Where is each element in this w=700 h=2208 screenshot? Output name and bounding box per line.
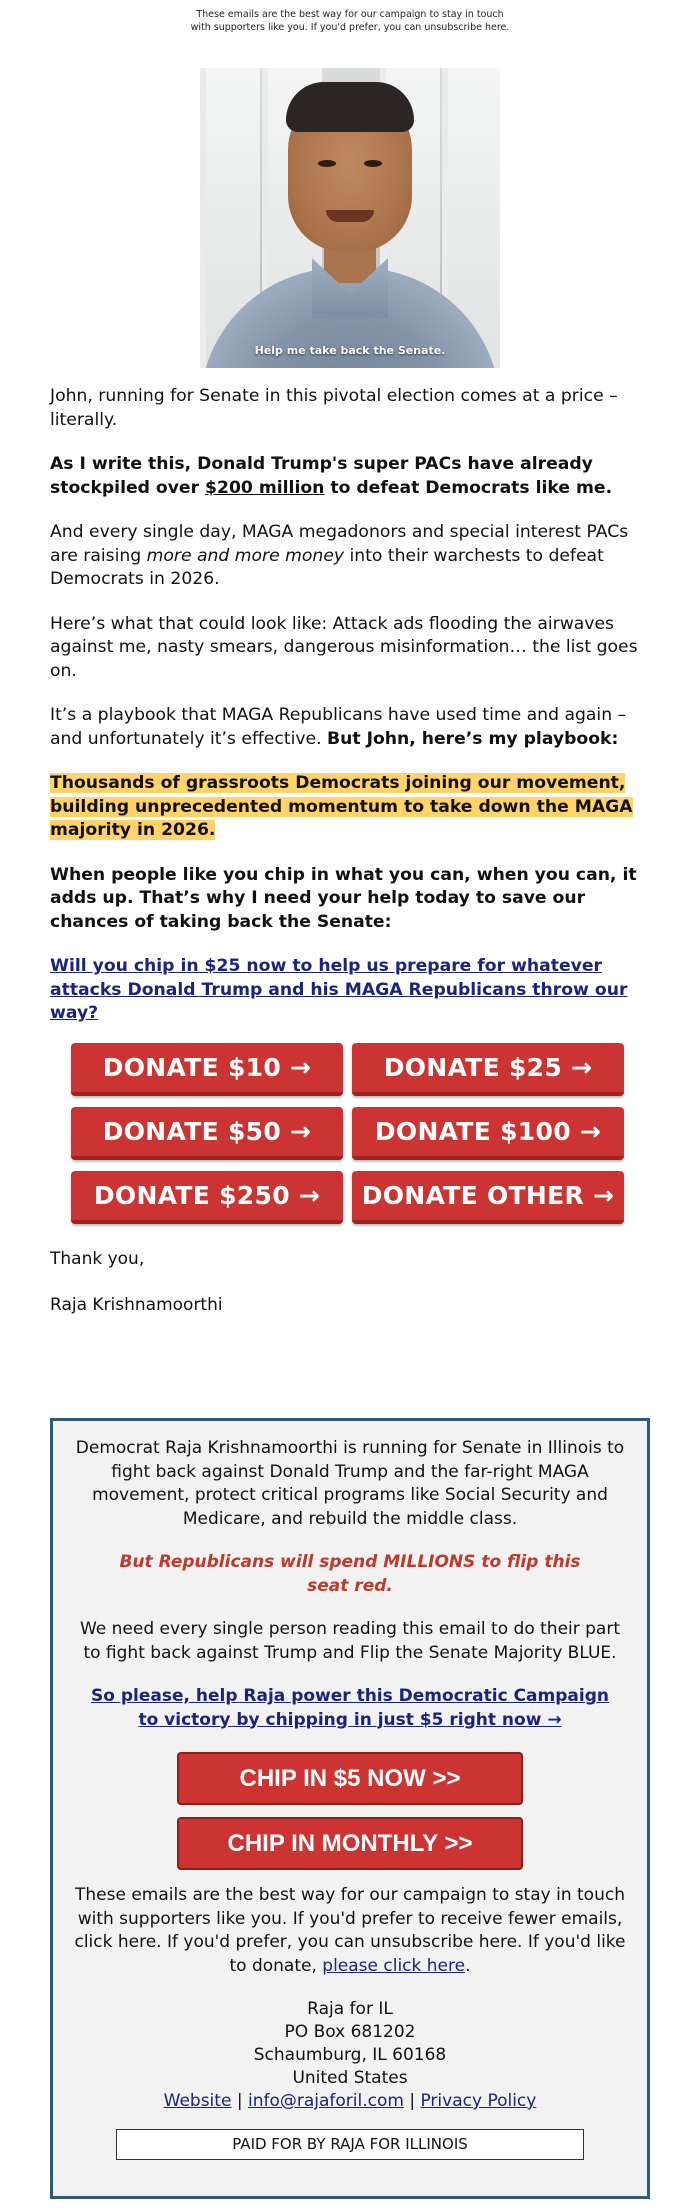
paragraph-chip-in: When people like you chip in what you can, when you can, it adds up. That’s why I need your help today to save our chances of taking back the Senate: (50, 864, 637, 932)
chip-in-5-button[interactable]: CHIP IN $5 NOW >> (177, 1752, 523, 1805)
paragraph-attack-ads: Here’s what that could look like: Attack ads flooding the airwaves against me, nasty smears, dangerous misinformation… the list goes on. (50, 613, 638, 681)
donate-other-button[interactable]: DONATE OTHER → (352, 1171, 624, 1224)
paid-for-disclaimer: PAID FOR BY RAJA FOR ILLINOIS (116, 2129, 584, 2160)
paragraph-highlight (50, 772, 650, 843)
text-span: And every single day, MAGA megadonors and special interest PACs are raising (50, 522, 629, 566)
signoff-name: Raja Krishnamoorthi (50, 1295, 223, 1315)
highlighted-text: Thousands of grassroots Democrats joining our movement, building unprecedented momentum to take down the MAGA majority in 2026. (50, 773, 633, 840)
bold-text: But John, here’s my playbook: (327, 728, 619, 749)
paragraph-megadonors (50, 521, 650, 592)
candidate-eye (364, 160, 382, 167)
footer-intro: Democrat Raja Krishnamoorthi is running for Senate in Illinois to fight back against Donald Trump and the far-right MAGA movement, protect critical programs like Social Security and Medicare, and rebuild the middle class. (75, 1438, 625, 1529)
text-span: As I write this, Donald Trump's super PACs have already stockpiled over (50, 454, 593, 498)
paragraph-donate-link (50, 955, 650, 1026)
preheader-text: These emails are the best way for our campaign to stay in touch with supporters like you. If you'd prefer, you can unsubscribe here. (190, 9, 510, 33)
paragraph-playbook (50, 704, 650, 751)
candidate-eye (318, 160, 336, 167)
privacy-policy-link[interactable]: Privacy Policy (420, 2091, 537, 2111)
signoff (50, 1248, 223, 1340)
footer-notice (69, 1884, 631, 1978)
paragraph-super-pacs (50, 453, 650, 500)
footer-box (50, 1418, 650, 2199)
candidate-mouth (326, 210, 374, 222)
candidate-hair (286, 82, 414, 132)
amount-text: $200 million (205, 477, 325, 498)
video-caption: Help me take back the Senate. (254, 344, 446, 357)
text-span: . (465, 1955, 471, 1976)
website-link[interactable]: Website (163, 2091, 232, 2111)
italic-text: more and more money (146, 545, 345, 566)
donate-250-button[interactable]: DONATE $250 → (71, 1171, 343, 1224)
paragraph-opening: John, running for Senate in this pivotal election comes at a price – literally. (50, 386, 618, 430)
donate-button-grid (71, 1043, 629, 1224)
footer-links (69, 2090, 631, 2113)
chip-in-5-link[interactable]: So please, help Raja power this Democratic Campaign to victory by chipping in just $5 right now → (91, 1686, 609, 1730)
footer-ask: We need every single person reading this email to do their part to fight back against Trump and Flip the Senate Majority BLUE. (79, 1619, 621, 1663)
footer-cta-paragraph (69, 1685, 631, 1732)
text-span: to defeat Democrats like me. (324, 477, 613, 498)
donate-25-button[interactable]: DONATE $25 → (352, 1043, 624, 1096)
address-line: Raja for IL (307, 1999, 393, 2019)
chip-in-monthly-button[interactable]: CHIP IN MONTHLY >> (177, 1817, 523, 1870)
signoff-thanks: Thank you, (50, 1249, 145, 1269)
email-link[interactable]: info@rajaforil.com (247, 2091, 404, 2111)
text-span: It’s a playbook that MAGA Republicans have used time and again – and unfortunately it’s effective. (50, 705, 627, 749)
address-line: Schaumburg, IL 60168 (253, 2045, 447, 2065)
address-line: United States (292, 2068, 408, 2088)
donate-50-button[interactable]: DONATE $50 → (71, 1107, 343, 1160)
link-separator: | (403, 2091, 421, 2111)
email-body (50, 385, 650, 1047)
footer-warning: But Republicans will spend MILLIONS to flip this seat red. (119, 1552, 581, 1596)
text-span: into their warchests to defeat Democrats in 2026. (50, 545, 604, 589)
candidate-video-thumbnail[interactable] (200, 68, 500, 368)
mailing-address (69, 1998, 631, 2113)
please-click-here-link[interactable]: please click here (322, 1955, 466, 1976)
address-line: PO Box 681202 (284, 2022, 416, 2042)
text-span: These emails are the best way for our campaign to stay in touch with supporters like you. If you'd prefer to receive fewer emails, click here. If you'd prefer, you can unsubscribe here. If you'd like to donate, (74, 1885, 626, 1976)
donate-10-button[interactable]: DONATE $10 → (71, 1043, 343, 1096)
donate-25-link[interactable]: Will you chip in $25 now to help us prepare for whatever attacks Donald Trump and his MAGA Republicans throw our way? (50, 956, 628, 1023)
link-separator: | (231, 2091, 248, 2111)
donate-100-button[interactable]: DONATE $100 → (352, 1107, 624, 1160)
